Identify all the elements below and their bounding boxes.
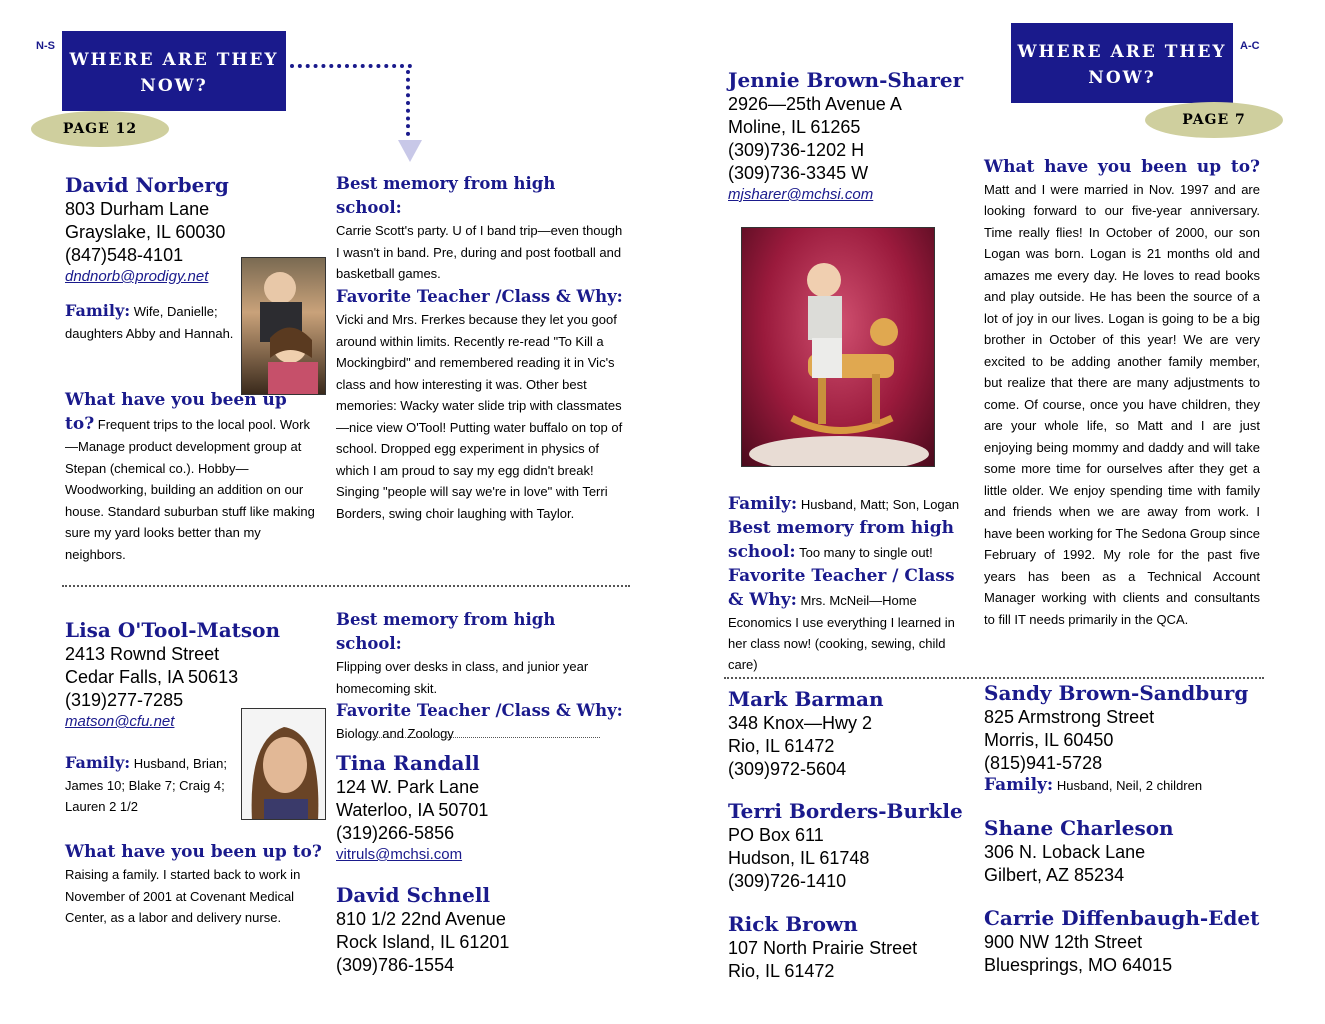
- photo-otool: [241, 708, 326, 820]
- portrait-photo-icon: [242, 709, 326, 820]
- phone: (309)726-1410: [728, 871, 847, 891]
- upto-norberg: [65, 388, 319, 565]
- upto-label: What have you been up to?: [65, 842, 322, 862]
- teacher-label: Favorite Teacher /Class & Why:: [336, 701, 623, 720]
- family-text: Husband, Neil, 2 children: [1056, 778, 1203, 793]
- address-line: Bluesprings, MO 64015: [984, 955, 1173, 975]
- details-brown-sharer: [728, 492, 968, 675]
- upto-text: Raising a family. I started back to work in November of 2001 at Covenant Medical Center, as a labor and delivery nurse.: [65, 867, 301, 925]
- entry-name: Tina Randall: [336, 751, 480, 775]
- entry-randall: [336, 750, 616, 865]
- memory-label: Best memory from high school:: [336, 174, 556, 217]
- address-line: 825 Armstrong Street: [984, 707, 1155, 727]
- phone: (309)736-3345 W: [728, 163, 869, 183]
- page-label-left: PAGE 12: [31, 111, 169, 147]
- child-rocking-horse-photo-icon: [742, 228, 935, 467]
- entry-rick-brown: [728, 911, 968, 983]
- address-line: Rock Island, IL 61201: [336, 932, 510, 952]
- phone: (319)277-7285: [65, 690, 184, 710]
- teacher-text: Biology and Zoology: [336, 726, 454, 741]
- memory-label: Best memory from high school:: [336, 610, 556, 653]
- entry-name: Shane Charleson: [984, 816, 1174, 840]
- entry-schnell: [336, 882, 616, 977]
- teacher-norberg: [336, 285, 624, 524]
- memory-text: Carrie Scott's party. U of I band trip—even though I wasn't in band. Pre, during and post football and basketball games.: [336, 223, 623, 281]
- address-line: Hudson, IL 61748: [728, 848, 870, 868]
- email-link[interactable]: dndnorb@prodigy.net: [65, 268, 209, 285]
- address-line: 803 Durham Lane: [65, 199, 210, 219]
- family-text: Husband, Brian; James 10; Blake 7; Craig 4; Lauren 2 1/2: [65, 756, 227, 814]
- teacher-text: Vicki and Mrs. Frerkes because they let you goof around within limits. Recently re-read "To Kill a Mockingbird" and remembered reading it in Vic's class and how interesting it was. Other best memories: Wacky water slide trip with classmates—nice view O'Tool! Putting water buffalo on top of school. Dropped egg experiment in physics of which I am proud to say my egg didn't break! Singing "people will say we're in love" with Terri Borders, swing choir laughing with Taylor.: [336, 312, 623, 521]
- dotted-connector: [290, 64, 412, 68]
- couple-photo-icon: [242, 258, 326, 395]
- address-line: Gilbert, AZ 85234: [984, 865, 1125, 885]
- family-label: Family:: [728, 494, 798, 514]
- address-line: Moline, IL 61265: [728, 117, 861, 137]
- phone: (309)736-1202 H: [728, 140, 865, 160]
- address-line: Grayslake, IL 60030: [65, 222, 226, 242]
- entry-name: Sandy Brown-Sandburg: [984, 681, 1249, 705]
- page-label-right: PAGE 7: [1145, 102, 1283, 138]
- upto-label: What have you been up to?: [984, 157, 1260, 177]
- memory-text: Flipping over desks in class, and junior year homecoming skit.: [336, 659, 589, 696]
- arrow-down-icon: [398, 140, 422, 162]
- memory-norberg: [336, 172, 624, 285]
- entry-name: Rick Brown: [728, 912, 858, 936]
- upto-label: What have you been up to?: [65, 390, 287, 434]
- entry-sandburg: [984, 680, 1260, 797]
- address-line: Rio, IL 61472: [728, 961, 835, 981]
- phone: (309)786-1554: [336, 955, 455, 975]
- photo-norberg: [241, 257, 326, 395]
- entry-name: David Schnell: [336, 883, 491, 907]
- email-link[interactable]: matson@cfu.net: [65, 713, 175, 730]
- entry-borders: [728, 798, 968, 893]
- photo-brown-sharer: [741, 227, 935, 467]
- phone: (847)548-4101: [65, 245, 184, 265]
- address-line: 2926—25th Avenue A: [728, 94, 902, 114]
- family-norberg: [65, 300, 237, 344]
- upto-otool: [65, 840, 323, 929]
- family-otool: [65, 752, 237, 818]
- email-link[interactable]: mjsharer@mchsi.com: [728, 186, 874, 203]
- divider: [62, 585, 630, 587]
- memory-text: Too many to single out!: [799, 545, 933, 560]
- address-line: 306 N. Loback Lane: [984, 842, 1146, 862]
- dotted-connector-vertical: [406, 70, 410, 136]
- phone: (319)266-5856: [336, 823, 455, 843]
- address-line: PO Box 611: [728, 825, 824, 845]
- family-text: Husband, Matt; Son, Logan: [800, 497, 960, 512]
- address-line: 2413 Rownd Street: [65, 644, 220, 664]
- family-text: Wife, Danielle; daughters Abby and Hannah.: [65, 304, 234, 341]
- entry-charleson: [984, 815, 1260, 887]
- divider-short: [360, 737, 600, 738]
- address-line: Cedar Falls, IA 50613: [65, 667, 239, 687]
- family-label: Family:: [65, 753, 131, 772]
- entry-brown-sharer: [728, 67, 978, 205]
- address-line: 124 W. Park Lane: [336, 777, 480, 797]
- upto-text: Frequent trips to the local pool. Work—Manage product development group at Stepan (chemical co.). Hobby—Woodworking, building an addition on our house. Standard suburban stuff like making sure my yard looks better than my neighbors.: [65, 417, 315, 562]
- family-label: Family:: [984, 775, 1054, 795]
- corner-tag-left: N-S: [36, 40, 55, 52]
- entry-name: Lisa O'Tool-Matson: [65, 618, 281, 642]
- address-line: Waterloo, IA 50701: [336, 800, 489, 820]
- family-label: Family:: [65, 301, 131, 320]
- address-line: Rio, IL 61472: [728, 736, 835, 756]
- phone: (815)941-5728: [984, 753, 1103, 773]
- address-line: 107 North Prairie Street: [728, 938, 918, 958]
- entry-barman: [728, 686, 968, 781]
- teacher-label: Favorite Teacher / Class & Why:: [728, 566, 955, 610]
- address-line: 810 1/2 22nd Avenue: [336, 909, 506, 929]
- email-link[interactable]: vitruls@mchsi.com: [336, 846, 463, 863]
- divider-right: [724, 677, 1264, 679]
- entry-name: David Norberg: [65, 173, 229, 197]
- teacher-label: Favorite Teacher /Class & Why:: [336, 287, 623, 306]
- entry-name: Terri Borders-Burkle: [728, 799, 963, 823]
- header-box-right: WHERE ARE THEY NOW?: [1011, 23, 1233, 103]
- entry-name: Mark Barman: [728, 687, 884, 711]
- teacher-text: Mrs. McNeil—Home Economics I use everything I learned in her class now! (cooking, sewing, child care): [728, 593, 955, 672]
- phone: (309)972-5604: [728, 759, 847, 779]
- memory-label: Best memory from high school:: [728, 518, 954, 562]
- corner-tag-right: A-C: [1240, 40, 1260, 52]
- address-line: 348 Knox—Hwy 2: [728, 713, 873, 733]
- address-line: Morris, IL 60450: [984, 730, 1114, 750]
- upto-brown-sharer: [984, 157, 1260, 630]
- entry-name: Carrie Diffenbaugh-Edet: [984, 906, 1260, 930]
- upto-text: Matt and I were married in Nov. 1997 and are looking forward to our five-year anniversary. Time really flies! In October of 2000, our son Logan was born. Logan is 21 months old and amazes me every day. He loves to read books and play outside. He has been the source of a lot of joy in our lives. Logan is going to be a big brother in October of this year! We are very excited to be adding another family member, but realize that there are many adjustments to come. Of course, once you have children, they are your whole life, so Matt and I are just enjoying being mommy and daddy and will take some more time for ourselves after they get a little older. We enjoy spending time with family and friends when we are away from work. I have been working for The Sedona Group since February of 1992. My role for the past five years has been as a Technical Account Manager working with clients and consultants to fill IT needs primarily in the QCA.: [984, 181, 1260, 627]
- memory-otool: [336, 608, 624, 745]
- entry-edet: [984, 905, 1260, 977]
- header-box-left: WHERE ARE THEY NOW?: [62, 31, 286, 111]
- entry-name: Jennie Brown-Sharer: [728, 68, 964, 92]
- address-line: 900 NW 12th Street: [984, 932, 1143, 952]
